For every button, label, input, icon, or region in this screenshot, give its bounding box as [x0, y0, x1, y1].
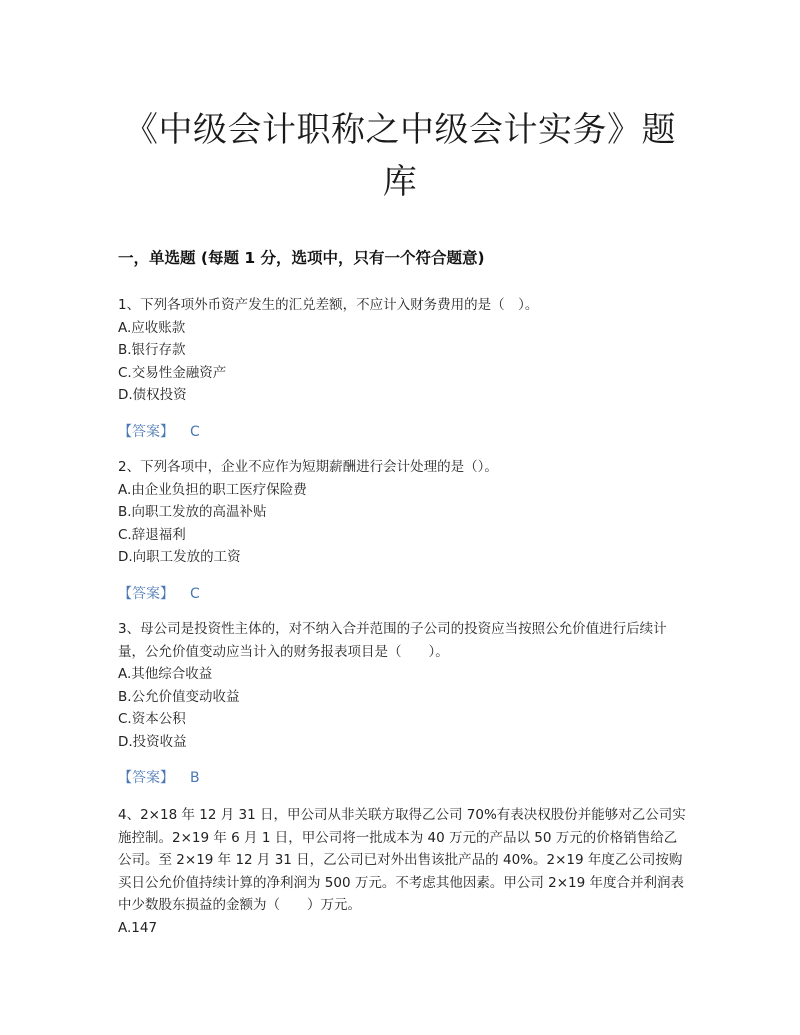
document-title: 《中级会计职称之中级会计实务》题库	[124, 110, 676, 202]
option-d: D.向职工发放的工资	[118, 549, 241, 565]
option-b: B.银行存款	[118, 342, 186, 358]
question-stem: 1、下列各项外币资产发生的汇兑差额，不应计入财务费用的是（ ）。	[118, 297, 539, 313]
question-stem: 2、下列各项中，企业不应作为短期薪酬进行会计处理的是（）。	[118, 459, 498, 475]
question-stem: 4、2×18 年 12 月 31 日，甲公司从非关联方取得乙公司 70%有表决权股份并能够对乙公司实施控制。2×19 年 6 月 1 日，甲公司将一批成本为 40 万元的产品以 50 万元的价格销售给乙公司。至 2×19 年 12 月 31 日，乙公司已对外出售该批产品的 40%。2×19 年度乙公司按购买日公允价值持续计算的净利润为 500 万元。不考虑其他因素。甲公司 2×19 年度合并利润表中少数股东损益的金额为（ ）万元。	[118, 807, 686, 913]
option-a: A.147	[118, 919, 158, 936]
answer-line	[118, 767, 688, 787]
answer-label: 【答案】	[118, 585, 174, 602]
question-3	[118, 618, 688, 787]
option-b: B.向职工发放的高温补贴	[118, 504, 267, 520]
answer-value: B	[190, 770, 200, 786]
option-c: C.交易性金融资产	[118, 364, 227, 381]
option-a: A.应收账款	[118, 319, 186, 336]
question-1	[118, 294, 688, 441]
option-b: B.公允价值变动收益	[118, 688, 240, 705]
option-d: D.债权投资	[118, 387, 187, 403]
section-heading: 一，单选题 (每题 1 分，选项中，只有一个符合题意)	[118, 249, 485, 267]
question-4	[118, 804, 688, 939]
answer-value: C	[190, 585, 200, 602]
option-a: A.其他综合收益	[118, 666, 213, 682]
option-d: D.投资收益	[118, 733, 187, 750]
question-stem: 3、母公司是投资性主体的，对不纳入合并范围的子公司的投资应当按照公允价值进行后续计量，公允价值变动应当计入的财务报表项目是（ ）。	[118, 621, 667, 660]
answer-label: 【答案】	[118, 770, 174, 786]
option-c: C.资本公积	[118, 711, 186, 727]
option-c: C.辞退福利	[118, 526, 186, 543]
answer-line	[118, 421, 688, 441]
answer-label: 【答案】	[118, 423, 174, 440]
answer-line	[118, 583, 688, 603]
answer-value: C	[190, 423, 200, 440]
option-a: A.由企业负担的职工医疗保险费	[118, 481, 307, 498]
question-2	[118, 456, 688, 603]
